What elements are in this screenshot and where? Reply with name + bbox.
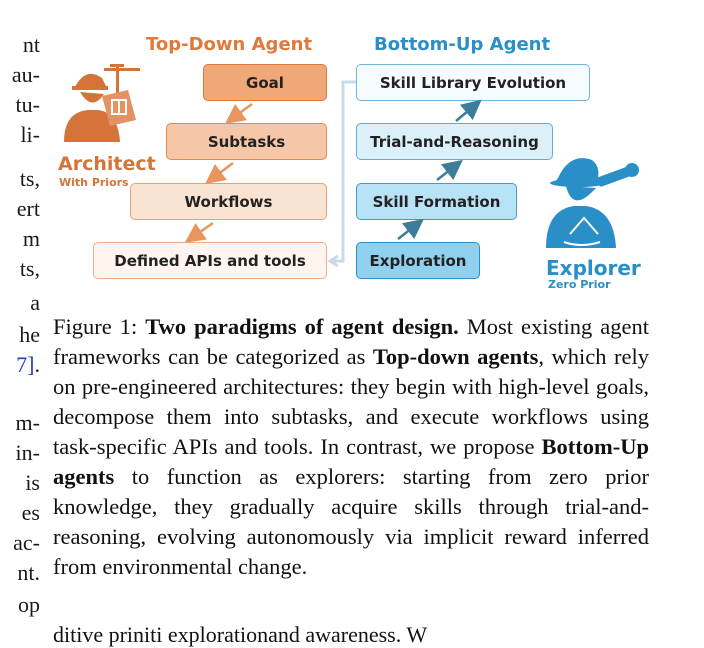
connector-library-to-apis xyxy=(333,82,356,261)
margin-fragment: is xyxy=(25,470,40,495)
margin-fragment: ac- xyxy=(13,530,40,555)
margin-fragment: ts, xyxy=(19,166,40,191)
bottom-up-title: Bottom-Up Agent xyxy=(374,34,551,55)
step-subtasks: Subtasks xyxy=(166,123,327,160)
margin-fragment: ert xyxy=(16,196,40,221)
explorer-subtitle: Zero Prior xyxy=(548,278,611,291)
architect-subtitle: With Priors xyxy=(59,176,129,189)
arrow-goal-subtasks xyxy=(233,104,252,118)
explorer-label: Explorer xyxy=(546,256,641,280)
caption-title: Two paradigms of agent design. xyxy=(145,314,459,339)
step-goal: Goal xyxy=(203,64,327,101)
margin-fragment: nt. xyxy=(17,560,40,585)
caption-label: Figure 1: xyxy=(53,314,138,339)
arrow-workflows-apis xyxy=(193,223,213,237)
architect-icon xyxy=(58,60,168,160)
margin-fragment: ts, xyxy=(19,256,40,281)
step-defined-apis: Defined APIs and tools xyxy=(93,242,327,279)
architect-label: Architect xyxy=(58,153,156,175)
step-workflows: Workflows xyxy=(130,183,327,220)
margin-fragment: op xyxy=(18,592,40,617)
arrow-exploration-skill xyxy=(398,225,416,239)
margin-fragment: au- xyxy=(11,62,40,87)
margin-fragment: he xyxy=(19,322,40,347)
cropped-next-line: ditive priniti explorationand awareness. W xyxy=(53,622,428,647)
margin-fragment: m xyxy=(22,226,40,251)
margin-fragment: tu- xyxy=(15,92,40,117)
margin-fragment: li- xyxy=(20,122,40,147)
explorer-icon xyxy=(540,148,644,256)
margin-fragment-citation: 7]. xyxy=(16,352,40,377)
arrow-subtasks-workflows xyxy=(213,163,233,178)
top-down-title: Top-Down Agent xyxy=(146,34,313,55)
margin-fragment: a xyxy=(30,290,40,315)
margin-fragment: es xyxy=(21,500,40,525)
step-skill-formation: Skill Formation xyxy=(356,183,517,220)
arrow-trial-library xyxy=(456,106,474,121)
figure-caption: Figure 1: Two paradigms of agent design. Most existing agent frameworks can be categorized as Top-down agents, which rely on pre-engineered architectures: they begin with high-level goals, decompose them into subtasks, and execute workflows using task-specific APIs and tools. In contrast, we propose Bottom-Up agents to function as explorers: starting from zero prior knowledge, they gradually acquire skills through trial-and-reasoning, evolving autonomously via implicit reward inferred from environmental change. xyxy=(53,314,650,579)
margin-fragment: in- xyxy=(15,440,40,465)
margin-fragment: nt xyxy=(22,32,40,57)
step-skill-library-evolution: Skill Library Evolution xyxy=(356,64,590,101)
step-trial-and-reasoning: Trial-and-Reasoning xyxy=(356,123,553,160)
step-exploration: Exploration xyxy=(356,242,480,279)
arrow-skill-trial xyxy=(437,166,455,180)
margin-fragment: m- xyxy=(15,410,40,435)
